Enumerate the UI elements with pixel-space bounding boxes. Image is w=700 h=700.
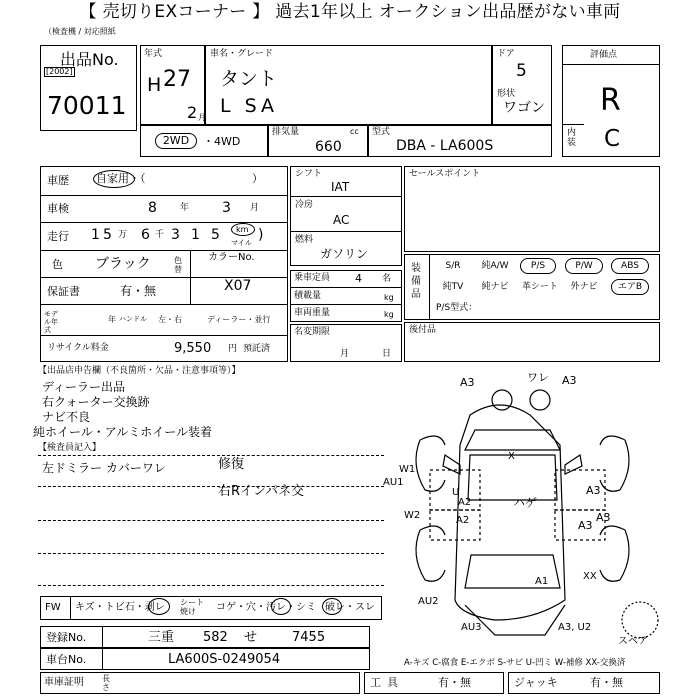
history-label: 車歴	[47, 174, 69, 187]
inspector-note-right-2: 右Rインパネ交	[218, 484, 305, 499]
inspector-label: 【検査員記入】	[38, 443, 102, 453]
mark-xx: XX	[583, 571, 597, 582]
capacity-row-line	[290, 304, 402, 305]
legend-seat: シート焼け	[180, 598, 204, 616]
legend-tear: 破レ・スレ	[325, 602, 375, 613]
mark-au3: AU3	[461, 622, 482, 633]
history-close: ）	[252, 172, 263, 185]
color-change-label: 色替	[174, 256, 182, 274]
legend-damage-codes: A-キズ C-腐食 E-エクボ S-サビ U-凹ミ W-補修 XX-交換済	[404, 658, 626, 668]
mileage-unit-man: 万	[118, 230, 128, 240]
car-label: 車名・グレード	[210, 49, 274, 59]
reg-deadline-label: 名変期限	[294, 327, 331, 337]
displacement-unit: cc	[350, 127, 359, 136]
registration-number: 7455	[292, 630, 326, 645]
legend-circle-3	[322, 598, 342, 615]
chassis-value: LA600S-0249054	[168, 652, 281, 667]
fuel-value: ガソリン	[320, 247, 369, 261]
equip-navi: 純ナビ	[481, 282, 509, 292]
equip-leather: 革シート	[521, 282, 558, 292]
inspection-month-unit: 月	[250, 203, 260, 213]
shift-label: シフト	[295, 169, 323, 179]
capacity-label: 乗車定員	[294, 273, 331, 283]
handle-label: ハンドル	[119, 315, 147, 323]
weight-label: 車両重量	[294, 308, 331, 318]
info-row-line	[40, 304, 288, 305]
mark-u-left: U	[452, 487, 460, 498]
aircon-value: AC	[333, 213, 350, 227]
interior-value: C	[604, 126, 621, 152]
warranty-label: 保証書	[47, 285, 80, 298]
inspection-label: 車検	[47, 202, 69, 215]
reg-deadline-month: 月	[340, 349, 350, 359]
accessories-box	[404, 322, 660, 362]
mark-hage: ハゲ	[513, 496, 538, 510]
history-circle	[93, 170, 135, 188]
spec-row-line	[290, 231, 402, 232]
inspector-rule	[38, 585, 384, 586]
year-label: 年式	[144, 49, 163, 59]
mark-a3-top-left: A3	[460, 376, 475, 389]
equip-sr: S/R	[445, 261, 461, 271]
registration-kana: せ	[244, 630, 258, 645]
equip-ext-navi: 外ナビ	[570, 282, 598, 292]
ps-model-label: P/S型式：	[436, 303, 478, 313]
mark-a2-left-2: A2	[456, 515, 470, 526]
mark-a3-right-1: A3	[586, 484, 601, 497]
notes-line-1: ディーラー出品	[42, 380, 126, 394]
mileage-mile: マイル	[231, 239, 252, 247]
color-no-label: カラーNo.	[208, 252, 255, 263]
displacement-label: 排気量	[272, 127, 300, 137]
mileage-d2: 5	[103, 227, 112, 243]
inspector-note-left: 左ドミラー カバーワレ	[42, 461, 166, 475]
info-row-line	[40, 195, 288, 196]
drive-4wd: ・4WD	[203, 135, 241, 148]
capacity-unit: 名	[382, 274, 392, 284]
inspection-year-unit: 年	[180, 203, 190, 213]
inspection-year: 8	[148, 200, 157, 216]
mark-w1: W1	[399, 464, 416, 475]
color-value: ブラック	[95, 256, 151, 272]
door-label: ドア	[497, 49, 515, 59]
mark-a3-top-right: A3	[562, 374, 577, 387]
mileage-unit-sen: 千	[155, 230, 165, 240]
equipment-divider	[429, 254, 430, 320]
banner: 【 売切りEXコーナー 】 過去1年以上 オークション出品歴がない車両	[79, 2, 621, 22]
model-year-unit: 年	[108, 315, 116, 324]
mark-w2: W2	[404, 510, 421, 521]
inspector-rule	[38, 553, 384, 554]
equip-aw: 純A/W	[481, 261, 509, 271]
year-value: 27	[163, 67, 191, 92]
inspector-rule	[38, 520, 384, 521]
registration-label: 登録No.	[46, 631, 87, 644]
mark-a3-u2: A3, U2	[558, 622, 592, 633]
reg-deadline-day: 日	[382, 349, 392, 359]
interior-label: 内装	[567, 128, 577, 148]
warranty-value: 有・無	[120, 284, 157, 298]
chassis-label: 車台No.	[46, 653, 87, 666]
mark-wale-top: ワレ	[527, 371, 549, 384]
certificate-label: 車庫証明	[44, 677, 84, 688]
equip-airbag: エアB	[611, 279, 649, 295]
inspection-month: 3	[222, 200, 231, 216]
registration-pref: 三重	[148, 630, 175, 645]
drive-2wd: 2WD	[155, 133, 197, 149]
reg-divider	[102, 626, 103, 648]
lot-label: 出品No.	[60, 50, 119, 69]
notes-label: 【出品店申告欄（不良箇所・欠品・注意事項等）】	[38, 366, 241, 376]
recycle-value: 9,550	[174, 341, 212, 356]
tools-label: 工具	[370, 676, 404, 689]
legend-burn: コゲ・穴・汚レ・シミ	[216, 602, 316, 613]
equip-abs: ABS	[611, 258, 649, 274]
legend-circle-2	[271, 598, 291, 615]
mark-au1: AU1	[383, 477, 404, 488]
dealer-options: ディーラー・並行	[207, 315, 271, 324]
notes-line-2: 右クォーター交換跡	[42, 395, 150, 409]
color-divider	[190, 250, 191, 304]
capacity-row-line	[290, 287, 402, 288]
legend-fw: FW	[45, 602, 61, 613]
mark-a1: A1	[535, 576, 549, 587]
recycle-note: 預託済	[243, 344, 271, 354]
registration-class: 582	[203, 630, 228, 645]
mark-a3-right-3: A3	[578, 519, 593, 532]
legend-circle-1	[148, 598, 170, 615]
info-row-line	[40, 335, 288, 336]
tools-value: 有・無	[438, 676, 471, 689]
spec-row-line	[290, 196, 402, 197]
sales-point-label: セールスポイント	[409, 169, 481, 179]
mileage-km: km	[236, 225, 249, 234]
year-month-unit: 月	[198, 113, 206, 122]
certificate-row	[40, 672, 360, 694]
spare-label: スペア	[618, 636, 648, 647]
mileage-d6: 5	[211, 227, 220, 243]
legend-divider	[70, 596, 71, 620]
inspector-rule	[38, 486, 384, 487]
info-row-line	[40, 250, 288, 251]
shape-label: 形状	[497, 89, 516, 99]
notes-line-3: ナビ不良	[42, 410, 91, 424]
top-cut-text: （検査機 / 対応照紙	[44, 27, 116, 36]
year-era: H	[147, 74, 162, 96]
inspector-rule	[38, 455, 384, 456]
chassis-divider	[102, 648, 103, 670]
mileage-d1: 1	[91, 227, 100, 243]
equip-pw: P/W	[565, 258, 603, 274]
car-grade: L SA	[220, 95, 279, 117]
certificate-length: 長さ	[102, 674, 110, 692]
year-month: 2	[187, 103, 198, 122]
capacity-value: 4	[355, 272, 362, 285]
accessories-label: 後付品	[409, 325, 437, 335]
history-options: 自家用・（	[96, 172, 146, 185]
inspector-note-right-1: 修復	[218, 457, 245, 472]
shift-value: IAT	[331, 180, 350, 194]
door-value: 5	[516, 61, 527, 81]
aircon-label: 冷房	[295, 200, 314, 210]
model-label: 型式	[372, 127, 391, 137]
load-unit: kg	[384, 293, 394, 302]
color-label: 色	[52, 258, 63, 271]
lot-number: 70011	[47, 91, 127, 120]
info-row-line	[40, 222, 288, 223]
recycle-label: リサイクル料金	[47, 343, 109, 353]
weight-unit: kg	[384, 310, 394, 319]
car-name: タント	[220, 68, 278, 90]
interior-divider	[562, 124, 584, 125]
equipment-label: 装備品	[411, 263, 421, 300]
equip-ps: P/S	[520, 258, 556, 274]
model-value: DBA - LA600S	[396, 138, 494, 154]
mark-x-top: X	[508, 451, 515, 462]
jack-label: ジャッキ	[514, 676, 558, 689]
score-divider	[562, 64, 660, 65]
handle-options: 左・右	[158, 315, 182, 324]
load-label: 積載量	[294, 291, 322, 301]
score-label: 評価点	[590, 50, 618, 60]
color-no-value: X07	[224, 278, 252, 294]
mileage-d4: 3	[171, 227, 180, 243]
fuel-label: 燃料	[295, 235, 314, 245]
legend-scratch: キズ・トビ石・剥レ	[75, 602, 165, 613]
lot-tag: [2002]	[46, 67, 73, 76]
mark-a3-right-2: A3	[596, 511, 611, 524]
equip-tv: 純TV	[442, 282, 464, 292]
recycle-unit: 円	[228, 344, 238, 354]
mileage-paren: )	[258, 227, 264, 243]
mileage-km-circle	[231, 223, 255, 236]
mileage-label: 走行	[47, 230, 69, 243]
notes-line-4: 純ホイール・アルミホイール装着	[33, 425, 213, 439]
mark-au2: AU2	[418, 596, 439, 607]
mileage-d5: 1	[191, 227, 200, 243]
displacement-value: 660	[315, 139, 342, 155]
shape-value: ワゴン	[503, 100, 545, 116]
model-year-label: モデル年式	[44, 310, 58, 334]
mark-a2-left-1: A2	[458, 497, 472, 508]
score-value: R	[600, 83, 621, 118]
mileage-d3: 6	[141, 227, 150, 243]
jack-value: 有・無	[590, 676, 623, 689]
